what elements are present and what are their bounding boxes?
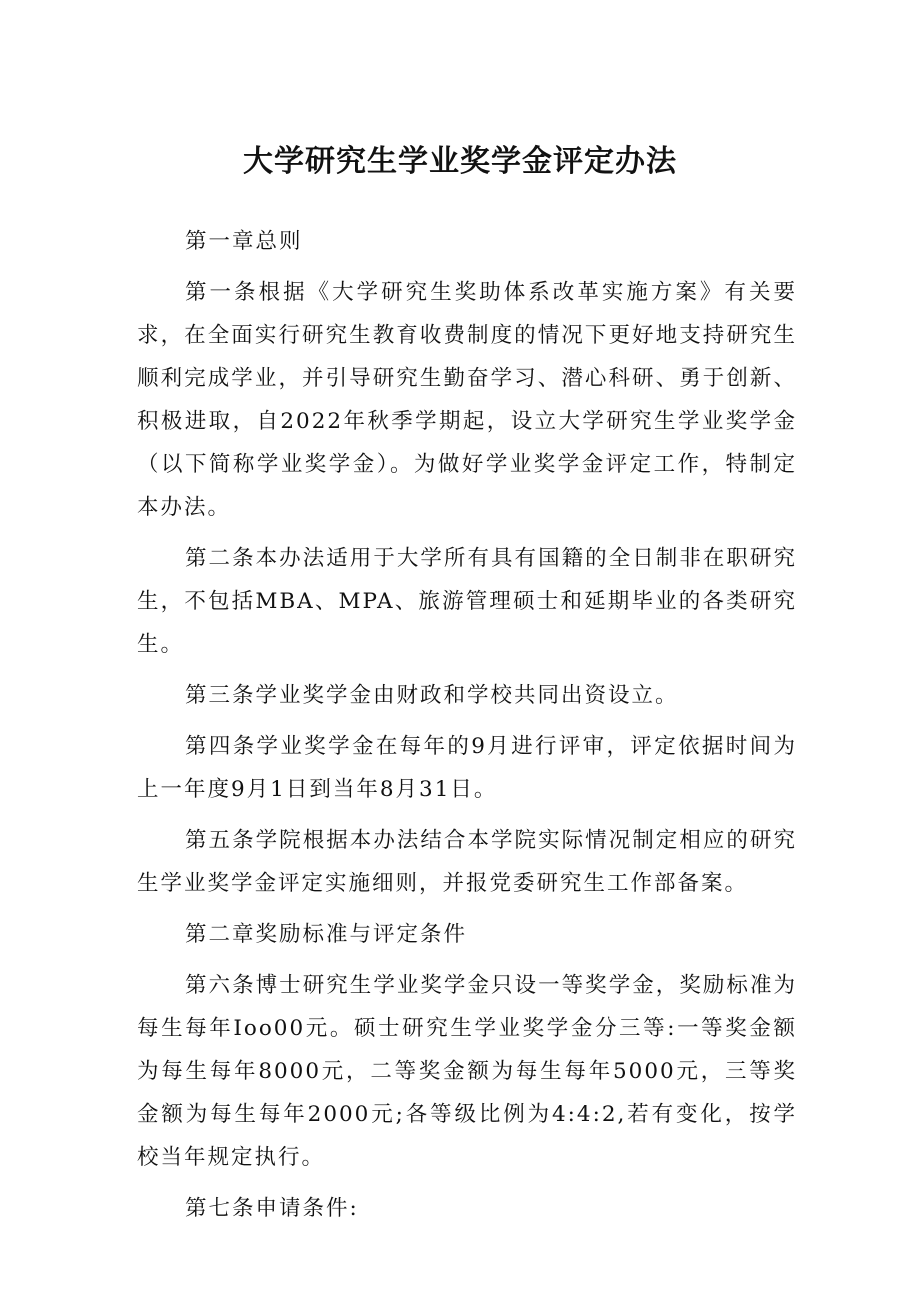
article-paragraph: 第三条学业奖学金由财政和学校共同出资设立。 xyxy=(185,683,679,708)
document-body xyxy=(137,220,797,1238)
article-paragraph: 第一条根据《大学研究生奖助体系改革实施方案》有关要求，在全面实行研究生教育收费制度的情况下更好地支持研究生顺利完成学业，并引导研究生勤奋学习、潜心科研、勇于创新、积极进取，自2022年秋季学期起，设立大学研究生学业奖学金（以下简称学业奖学金）。为做好学业奖学金评定工作，特制定本办法。 xyxy=(137,280,797,520)
article-paragraph: 第五条学院根据本办法结合本学院实际情况制定相应的研究生学业奖学金评定实施细则，并报党委研究生工作部备案。 xyxy=(137,828,797,896)
chapter-heading: 第一章总则 xyxy=(185,229,303,254)
chapter-heading: 第二章奖励标准与评定条件 xyxy=(185,922,468,947)
article-paragraph: 第二条本办法适用于大学所有具有国籍的全日制非在职研究生，不包括MBA、MPA、旅游管理硕士和延期毕业的各类研究生。 xyxy=(137,546,797,657)
document-title: 大学研究生学业奖学金评定办法 xyxy=(243,144,677,179)
article-paragraph: 第四条学业奖学金在每年的9月进行评审，评定依据时间为上一年度9月1日到当年8月31日。 xyxy=(137,734,797,802)
article-heading: 第七条申请条件: xyxy=(185,1196,359,1221)
article-paragraph: 第六条博士研究生学业奖学金只设一等奖学金，奖励标准为每生每年Ioo00元。硕士研究生学业奖学金分三等:一等奖金额为每生每年8000元，二等奖金额为每生每年5000元，三等奖金额为每生每年2000元;各等级比例为4:4:2,若有变化，按学校当年规定执行。 xyxy=(137,973,797,1170)
